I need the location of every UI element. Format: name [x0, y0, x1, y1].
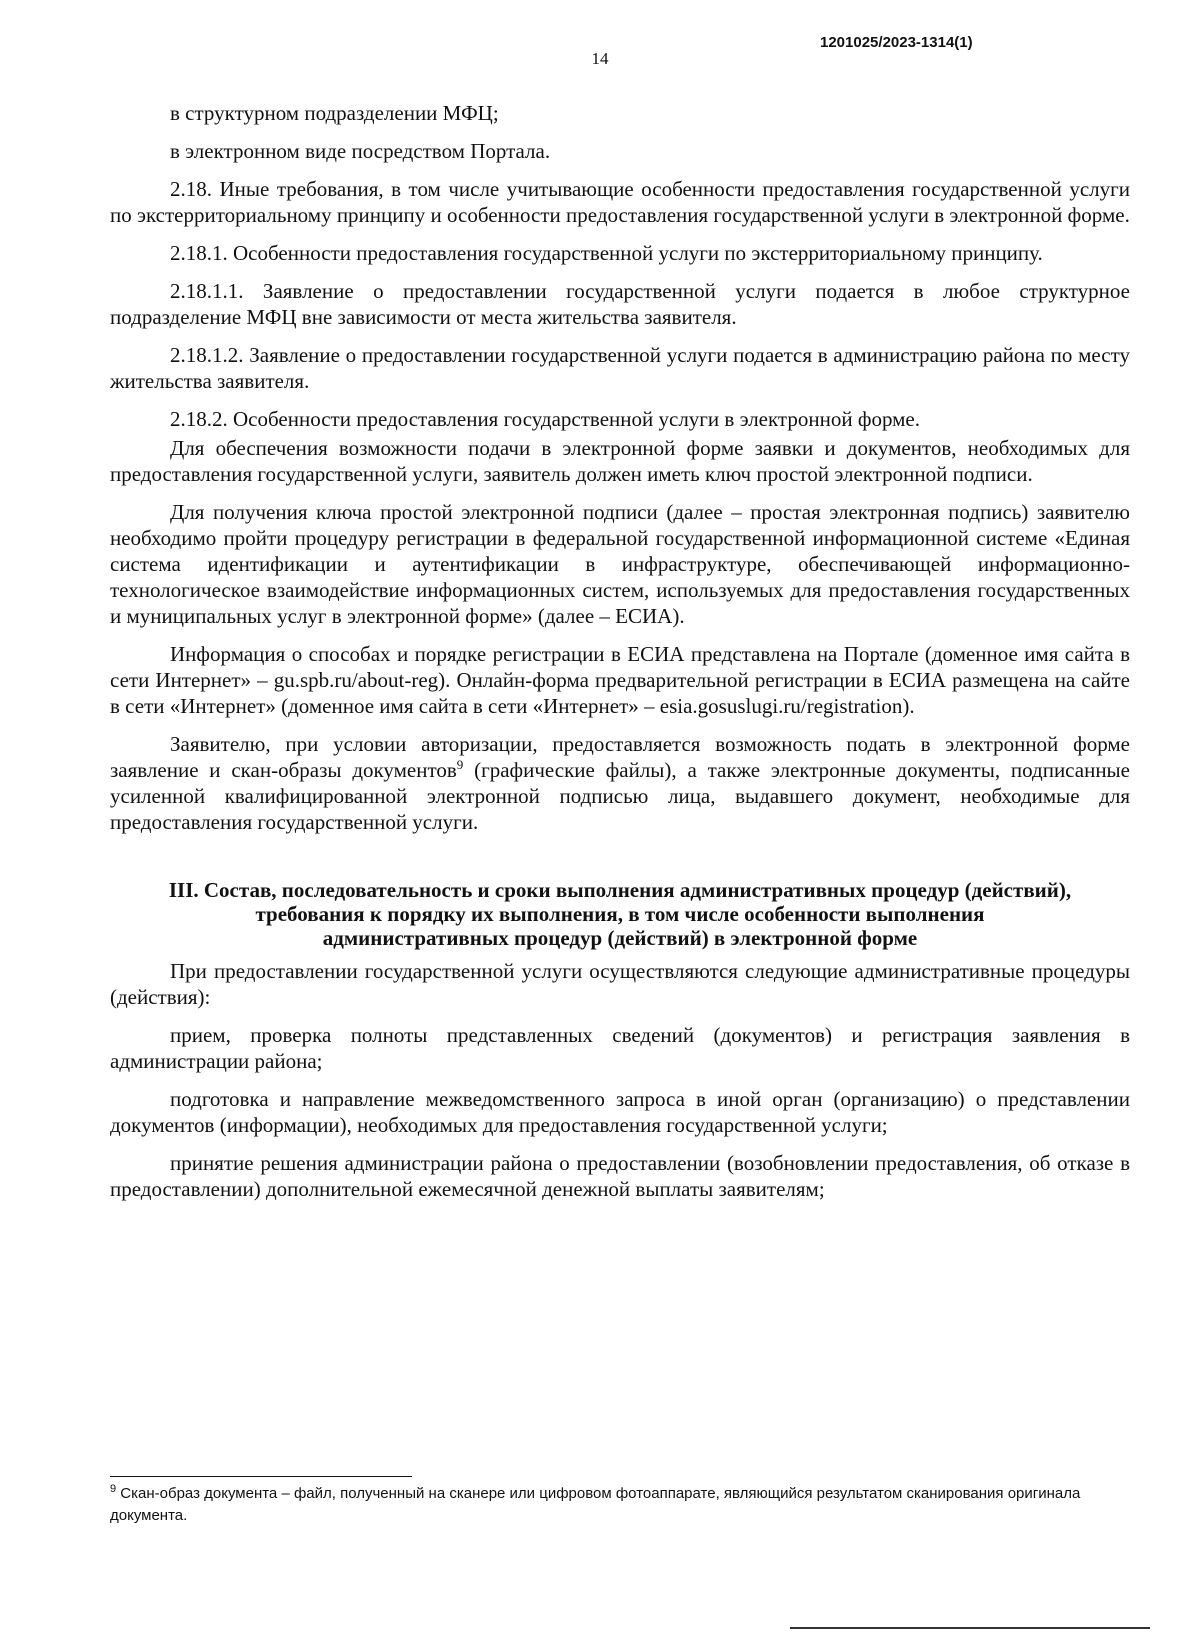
paragraph-portal: в электронном виде посредством Портала. [170, 139, 551, 163]
paragraph-esia-info: Информация о способах и порядке регистрации в ЕСИА представлена на Портале (доменное имя сайта в сети Интернет» – gu.spb.ru/about-reg). Онлайн-форма предварительной регистрации в ЕСИА размещена на сайте в сети «Интернет» (доменное имя сайта в сети «Интернет» – esia.gosuslugi.ru/registration). [110, 642, 1130, 718]
scan-paragraph-after: (графические файлы), а также электронные документы, подписанные усиленной квалифицированной электронной подписью лица, выдавшего документ, необходимые для предоставления государственной услуги. [110, 758, 1130, 834]
procedure-interagency-request: подготовка и направление межведомственного запроса в иной орган (организацию) о представлении документов (информации), необходимых для предоставления государственной услуги; [110, 1087, 1130, 1137]
document-registration-number: 1201025/2023-1314(1) [820, 34, 973, 51]
paragraph-scan-documents [110, 731, 1130, 835]
paragraph-2-18-2: 2.18.2. Особенности предоставления государственной услуги в электронной форме. [170, 407, 920, 431]
footnote-separator [110, 1476, 412, 1477]
paragraph-2-18-1-2: 2.18.1.2. Заявление о предоставлении государственной услуги подается в администрацию района по месту жительства заявителя. [110, 343, 1130, 393]
paragraph-esia-registration: Для получения ключа простой электронной подписи (далее – простая электронная подпись) заявителю необходимо пройти процедуру регистрации в федеральной государственной информационной системе «Единая система идентификации и аутентификации в инфраструктуре, обеспечивающей информационно-технологическое взаимодействие информационных систем, используемых для предоставления государственных и муниципальных услуг в электронной форме» (далее – ЕСИА). [110, 500, 1130, 628]
paragraph-2-18-1: 2.18.1. Особенности предоставления государственной услуги по экстерриториальному принципу. [170, 241, 1043, 265]
document-body [110, 100, 1130, 1214]
procedure-reception: прием, проверка полноты представленных сведений (документов) и регистрация заявления в администрации района; [110, 1023, 1130, 1073]
footnote [110, 1483, 1090, 1527]
section-iii-heading: III. Состав, последовательность и сроки выполнения административных процедур (действий), требования к порядку их выполнения, в том числе особенности выполнения административных процедур (действий) в электронной форме [168, 878, 1072, 950]
paragraph-signature-key: Для обеспечения возможности подачи в электронной форме заявки и документов, необходимых для предоставления государственной услуги, заявитель должен иметь ключ простой электронной подписи. [110, 436, 1130, 486]
footnote-reference: 9 [456, 757, 464, 772]
paragraph-mfc: в структурном подразделении МФЦ; [170, 101, 499, 125]
footnote-mark: 9 [110, 1483, 117, 1495]
procedure-decision: принятие решения администрации района о предоставлении (возобновлении предоставления, об отказе в предоставлении) дополнительной ежемесячной денежной выплаты заявителям; [110, 1151, 1130, 1201]
footnote-text: Скан-образ документа – файл, полученный на сканере или цифровом фотоаппарате, являющийся результатом сканирования оригинала документа. [110, 1485, 1081, 1524]
bottom-edge-line [790, 1627, 1150, 1629]
procedures-intro: При предоставлении государственной услуги осуществляются следующие административные процедуры (действия): [110, 959, 1130, 1009]
scan-paragraph-before: Заявителю, при условии авторизации, предоставляется возможность подать в электронной форме заявление и скан-образы документов [110, 732, 1130, 782]
page-number: 14 [591, 49, 609, 68]
paragraph-2-18-1-1: 2.18.1.1. Заявление о предоставлении государственной услуги подается в любое структурное подразделение МФЦ вне зависимости от места жительства заявителя. [110, 279, 1130, 329]
paragraph-2-18: 2.18. Иные требования, в том числе учитывающие особенности предоставления государственной услуги по экстерриториальному принципу и особенности предоставления государственной услуги в электронной форме. [110, 177, 1130, 227]
